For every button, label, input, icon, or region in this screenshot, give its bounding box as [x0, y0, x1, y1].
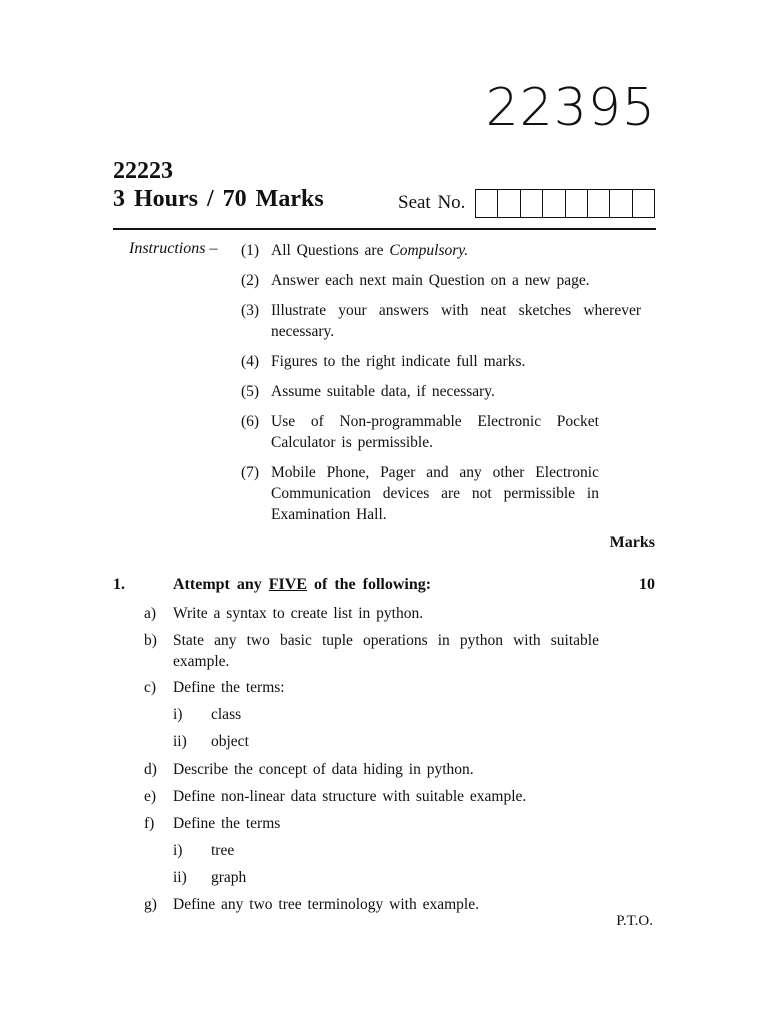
part-text: State any two basic tuple operations in python with suitable example.: [173, 632, 599, 670]
seat-box: [543, 190, 565, 217]
part-text: Define the terms:: [173, 679, 285, 696]
subpart-text: class: [211, 706, 242, 723]
instruction-text: Mobile Phone, Pager and any other Electronic Communication devices are not permissible in Examination Hall.: [271, 464, 599, 523]
subpart-text: object: [211, 733, 249, 750]
part-label: d): [144, 761, 157, 778]
duration-marks: 3 Hours / 70 Marks: [113, 186, 324, 212]
seat-box: [633, 190, 654, 217]
seat-number-boxes: [475, 189, 655, 218]
instruction-number: (2): [241, 272, 260, 289]
part-label: a): [144, 605, 157, 622]
seat-box: [566, 190, 588, 217]
question-title-part: of the following:: [307, 576, 432, 593]
instructions-label: Instructions –: [129, 240, 218, 257]
header-divider: [113, 228, 656, 230]
question-title-emphasis: FIVE: [268, 576, 307, 593]
subpart-label: ii): [173, 733, 187, 750]
seat-number-label: Seat No.: [398, 192, 466, 213]
part-text: Define any two tree terminology with example.: [173, 896, 479, 913]
instruction-item: [241, 381, 641, 402]
seat-box: [610, 190, 632, 217]
page-turn-over: P.T.O.: [616, 913, 653, 929]
question-title: [173, 576, 431, 594]
instruction-text: Illustrate your answers with neat sketches wherever necessary.: [271, 302, 641, 340]
subpart-label: i): [173, 706, 183, 723]
instruction-item: [241, 462, 641, 525]
instruction-item: [241, 270, 641, 291]
subpart-label: ii): [173, 869, 187, 886]
question-marks: 10: [639, 576, 655, 593]
marks-column-header: Marks: [609, 534, 655, 551]
instruction-number: (5): [241, 383, 260, 400]
instruction-text: Answer each next main Question on a new page.: [271, 272, 590, 289]
instruction-number: (4): [241, 353, 260, 370]
instruction-number: (7): [241, 464, 260, 481]
subject-code: 22223: [113, 158, 173, 184]
part-text: Define the terms: [173, 815, 281, 832]
instruction-item: [241, 411, 641, 453]
part-text: Describe the concept of data hiding in python.: [173, 761, 474, 778]
subpart-text: tree: [211, 842, 235, 859]
seat-box: [588, 190, 610, 217]
part-text: Write a syntax to create list in python.: [173, 605, 424, 622]
instruction-item: [241, 240, 641, 261]
instruction-text: Use of Non-programmable Electronic Pocket Calculator is permissible.: [271, 413, 599, 451]
part-label: c): [144, 679, 157, 696]
seat-box: [521, 190, 543, 217]
part-text: Define non-linear data structure with suitable example.: [173, 788, 527, 805]
instruction-text-part: All Questions are: [271, 242, 390, 259]
part-label: b): [144, 632, 157, 649]
instruction-number: (1): [241, 242, 260, 259]
question-number: 1.: [113, 576, 125, 593]
seat-box: [476, 190, 498, 217]
paper-code: 22395: [485, 78, 656, 138]
instruction-number: (6): [241, 413, 260, 430]
subpart-label: i): [173, 842, 183, 859]
instruction-text: Figures to the right indicate full marks.: [271, 353, 526, 370]
part-label: g): [144, 896, 157, 913]
instruction-emphasis: Compulsory.: [389, 242, 469, 259]
part-label: e): [144, 788, 157, 805]
instructions-list: [241, 240, 641, 534]
part-label: f): [144, 815, 155, 832]
instruction-item: [241, 351, 641, 372]
seat-box: [498, 190, 520, 217]
instruction-item: [241, 300, 641, 342]
instruction-text: [271, 240, 641, 261]
instruction-text: Assume suitable data, if necessary.: [271, 383, 495, 400]
question-title-part: Attempt any: [173, 576, 269, 593]
instruction-number: (3): [241, 302, 260, 319]
subpart-text: graph: [211, 869, 247, 886]
